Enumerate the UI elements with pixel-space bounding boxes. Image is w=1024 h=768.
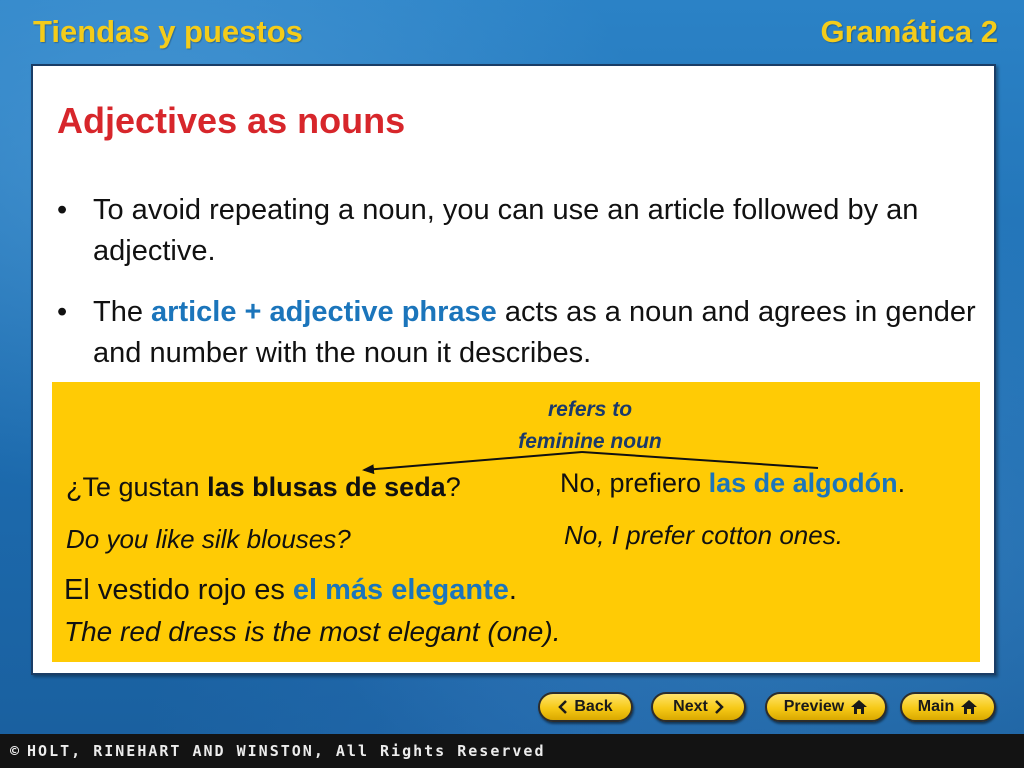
answer-spanish <box>560 468 905 499</box>
back-label: Back <box>574 698 613 715</box>
slide-title: Adjectives as nouns <box>57 100 406 141</box>
a-es-post: . <box>897 468 906 498</box>
section-title: Tiendas y puestos <box>33 14 303 49</box>
next-button[interactable] <box>651 692 746 722</box>
copyright-footer <box>0 734 1024 768</box>
copyright-text: HOLT, RINEHART AND WINSTON, All Rights Reserved <box>27 742 546 760</box>
bullet-item-2 <box>57 292 987 374</box>
next-label: Next <box>673 698 708 715</box>
a-es-pre: No, prefiero <box>560 468 709 498</box>
bullet-highlight: article + adjective phrase <box>151 296 497 328</box>
a-es-highlight: las de algodón <box>708 468 898 498</box>
preview-button[interactable] <box>765 692 887 722</box>
bullet-text-post: acts as a noun and agrees in gender and number with the noun it describes. <box>93 296 976 369</box>
home-icon <box>960 699 978 715</box>
main-label: Main <box>917 698 955 715</box>
refers-line-2: feminine noun <box>518 430 662 453</box>
bullet-dot: • <box>57 194 68 226</box>
e-es-pre: El vestido rojo es <box>64 574 293 606</box>
copyright-icon: © <box>10 742 22 760</box>
q-es-pre: ¿Te gustan <box>66 472 208 502</box>
chevron-right-icon <box>714 700 724 714</box>
content-panel <box>31 64 996 675</box>
bullet-dot: • <box>57 296 68 328</box>
bullet-text-pre: The <box>93 296 152 328</box>
refers-line-1: refers to <box>547 398 633 421</box>
q-es-noun: las blusas de seda <box>207 472 446 502</box>
back-button[interactable] <box>538 692 633 722</box>
preview-label: Preview <box>783 698 845 715</box>
example-spanish <box>64 574 517 607</box>
q-es-post: ? <box>445 472 461 502</box>
chevron-left-icon <box>558 700 568 714</box>
chapter-label: Gramática 2 <box>820 14 998 49</box>
bullet-item-1 <box>57 190 987 272</box>
home-icon <box>850 699 868 715</box>
question-english: Do you like silk blouses? <box>66 524 351 554</box>
example-english: The red dress is the most elegant (one). <box>64 616 561 647</box>
example-box <box>52 382 980 662</box>
main-button[interactable] <box>900 692 996 722</box>
bullet-text: To avoid repeating a noun, you can use an article followed by an adjective. <box>93 194 919 267</box>
e-es-highlight: el más elegante <box>292 574 509 606</box>
e-es-post: . <box>508 574 517 606</box>
answer-english: No, I prefer cotton ones. <box>564 520 843 550</box>
question-spanish <box>66 472 461 503</box>
refers-note <box>492 394 688 458</box>
